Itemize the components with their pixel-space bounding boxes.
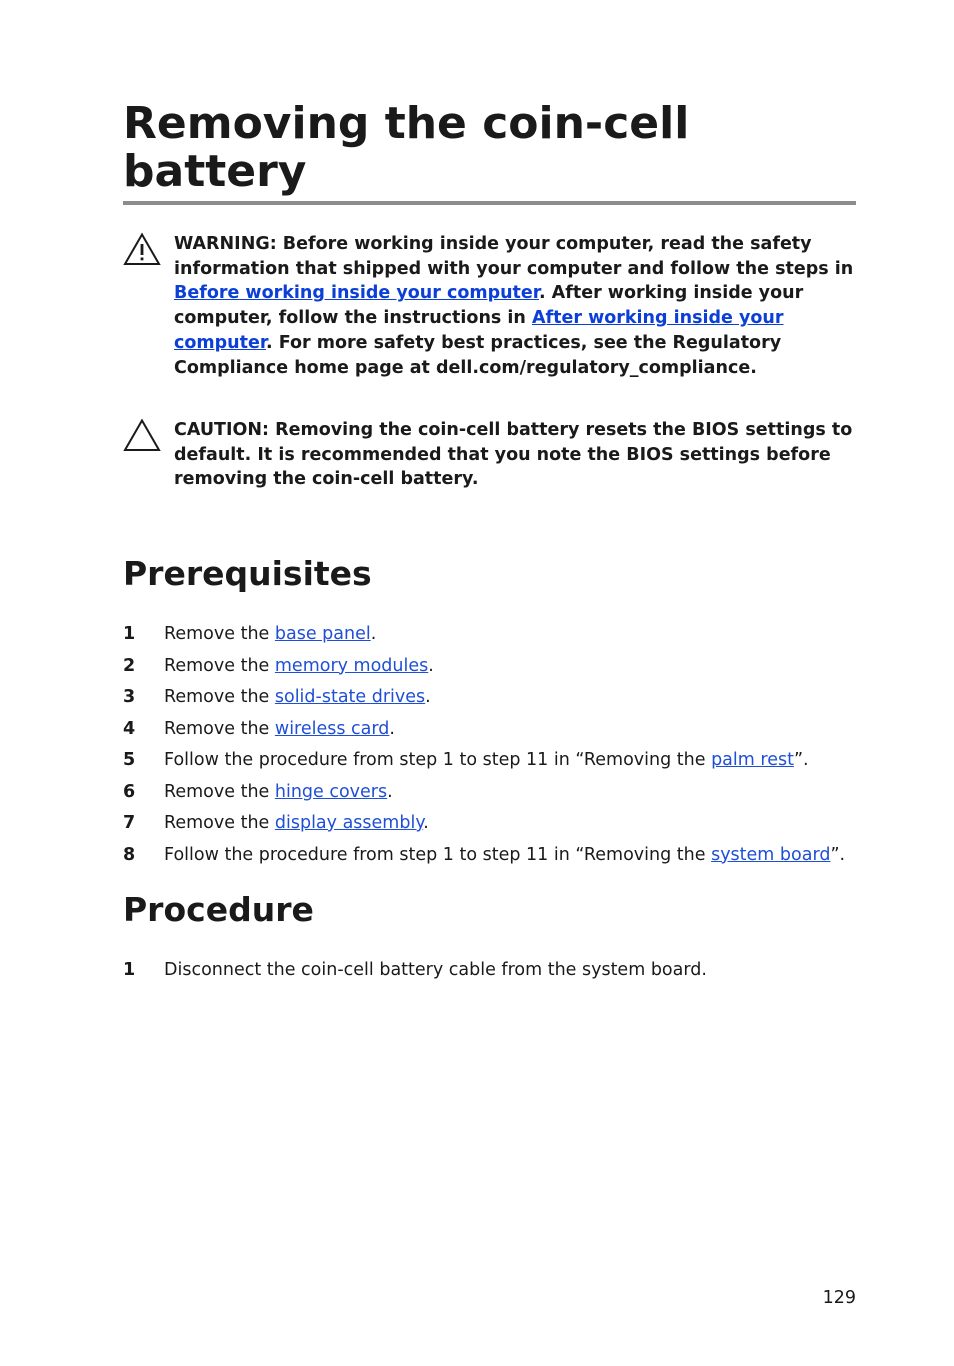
prerequisite-step [123,749,856,781]
step-punct: . [423,813,429,833]
step-number: 6 [123,781,136,802]
base-panel-link[interactable]: base panel [274,624,371,644]
step-punct: . [389,718,395,739]
prerequisite-step [123,718,856,750]
memory-modules-link[interactable]: memory modules [274,655,429,676]
prerequisite-step [123,623,856,655]
title-rule [123,201,856,205]
palm-rest-link[interactable]: palm rest [711,750,794,770]
display-assembly-link[interactable]: display assembly [274,813,424,833]
caution-text [174,418,856,492]
step-punct: . [387,781,393,802]
step-punct: . [425,687,431,707]
warning-text-part-3: . For more safety best practices, see the Regulatory Compliance home page at dell.com/regulatory_compliance. [174,332,782,378]
wireless-card-link[interactable]: wireless card [274,718,390,739]
warning-text [174,232,856,380]
step-text: Remove the [164,655,275,676]
prerequisite-step [123,812,856,844]
step-number: 4 [123,718,136,739]
prerequisites-list [123,623,856,875]
step-text: Remove the [164,781,275,802]
step-text: Remove the [164,718,275,739]
warning-text-part-1: Before working inside your computer, read the safety information that shipped with your computer and follow the steps in [174,234,854,279]
step-punct: ”. [793,750,809,770]
step-number: 7 [123,813,136,833]
prerequisite-step [123,781,856,813]
step-punct: . [428,655,434,676]
prerequisite-step [123,844,856,876]
step-number: 1 [123,624,136,644]
step-number: 1 [123,960,136,980]
step-number: 5 [123,750,136,770]
hinge-covers-link[interactable]: hinge covers [274,781,388,802]
step-punct: . [370,624,377,644]
procedure-heading: Procedure [123,890,314,929]
step-number: 8 [123,844,136,865]
step-number: 2 [123,655,136,676]
system-board-link[interactable]: system board [711,844,831,865]
step-number: 3 [123,687,136,707]
step-text: Disconnect the coin-cell battery cable from the system board. [164,960,707,980]
step-text: Remove the [164,813,275,833]
caution-label: CAUTION: [174,420,276,440]
procedure-list [123,959,856,991]
prerequisite-step [123,655,856,687]
caution-triangle-icon [123,418,161,452]
step-text: Remove the [164,624,275,644]
step-text: Follow the procedure from step 1 to step 11 in “Removing the [164,844,712,865]
caution-body: Removing the coin-cell battery resets the BIOS settings to default. It is recommended that you note the BIOS settings before removing the coin-cell battery. [174,420,853,490]
before-working-link[interactable]: Before working inside your computer [174,283,539,304]
warning-text-part-2: . After working inside your computer, follow the instructions in [174,283,804,329]
prerequisites-heading: Prerequisites [123,554,372,593]
solid-state-drives-link[interactable]: solid-state drives [274,687,426,707]
after-working-link[interactable]: After working inside your computer [174,308,784,353]
warning-triangle-icon [123,232,161,266]
page-title: Removing the coin-cell battery [123,98,690,197]
step-punct: ”. [830,844,846,865]
procedure-step [123,959,856,991]
warning-label: WARNING: [174,234,283,254]
step-text: Follow the procedure from step 1 to step 11 in “Removing the [164,750,712,770]
step-text: Remove the [164,687,275,707]
prerequisite-step [123,686,856,718]
page-number: 129 [822,1288,856,1308]
